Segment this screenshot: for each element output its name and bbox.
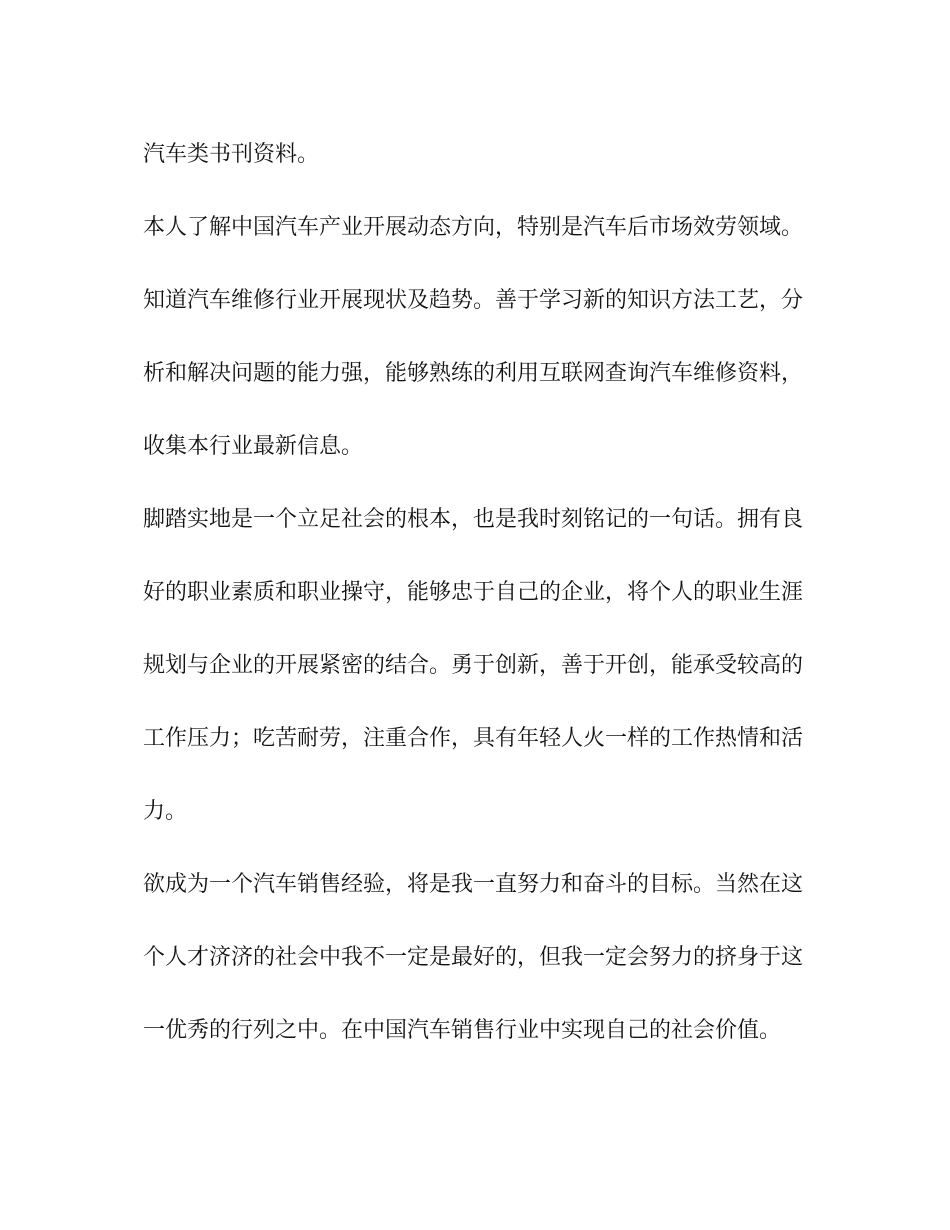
text-line: 好的职业素质和职业操守，能够忠于自己的企业，将个人的职业生涯 [143, 580, 804, 605]
text-line: 力。 [143, 799, 188, 824]
text-line: 脚踏实地是一个立足社会的根本，也是我时刻铭记的一句话。拥有良 [143, 507, 804, 532]
text-line: 收集本行业最新信息。 [143, 434, 364, 459]
text-line: 个人才济济的社会中我不一定是最好的，但我一定会努力的挤身于这 [143, 945, 804, 970]
text-line: 汽车类书刊资料。 [143, 142, 320, 167]
text-line: 欲成为一个汽车销售经验，将是我一直努力和奋斗的目标。当然在这 [143, 872, 804, 897]
text-line: 工作压力；吃苦耐劳，注重合作，具有年轻人火一样的工作热情和活 [143, 726, 804, 751]
text-line: 本人了解中国汽车产业开展动态方向，特别是汽车后市场效劳领域。 [143, 215, 804, 240]
text-line: 知道汽车维修行业开展现状及趋势。善于学习新的知识方法工艺，分 [143, 288, 804, 313]
text-line: 规划与企业的开展紧密的结合。勇于创新，善于开创，能承受较高的 [143, 653, 804, 678]
text-line: 析和解决问题的能力强，能够熟练的利用互联网查询汽车维修资料， [143, 361, 804, 386]
text-line: 一优秀的行列之中。在中国汽车销售行业中实现自己的社会价值。 [143, 1018, 782, 1043]
